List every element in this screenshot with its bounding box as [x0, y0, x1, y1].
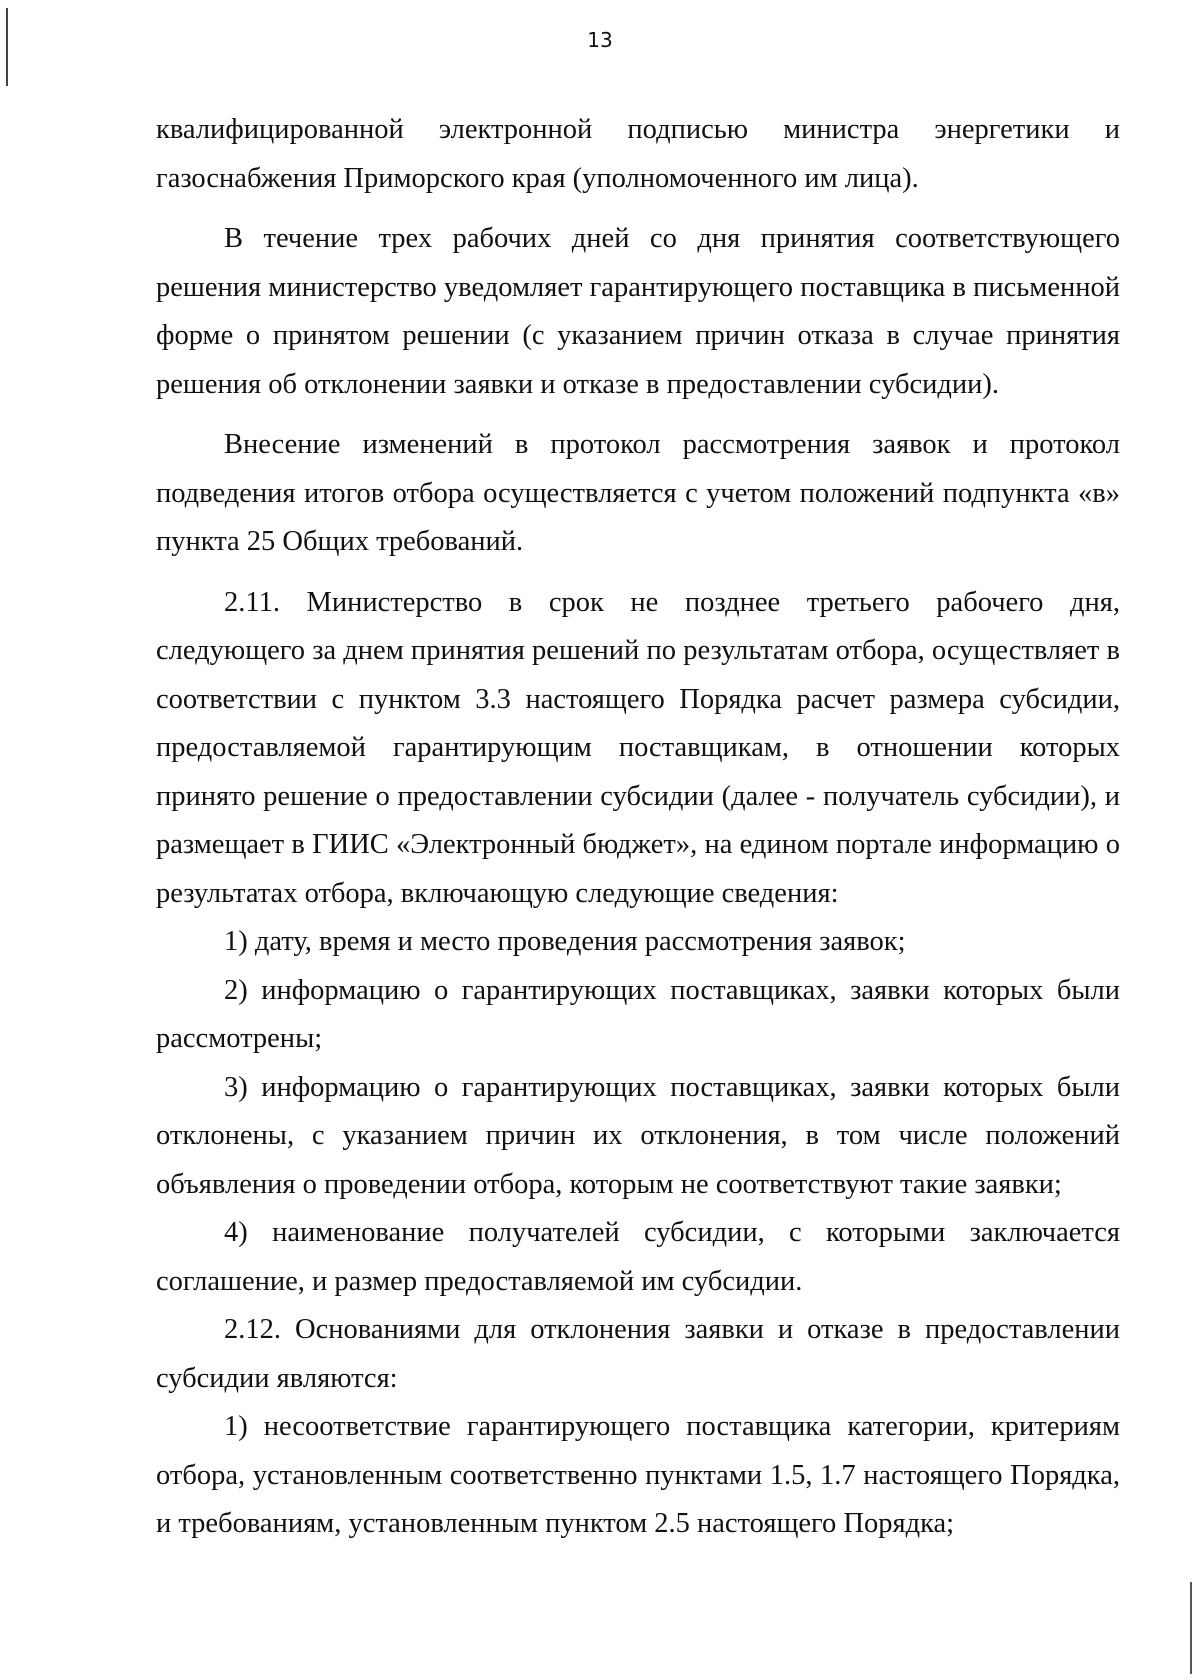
word: квалифицированной: [156, 114, 404, 145]
page-number: 13: [587, 28, 613, 52]
word: электронной: [438, 114, 593, 145]
document-body: [156, 106, 1120, 1549]
list-item-2-11-3: 3) информацию о гарантирующих поставщиках, заявки которых были отклонены, с указанием причин их отклонения, в том числе положений объявления о проведении отбора, которым не соответствуют такие заявки;: [156, 1071, 1120, 1200]
list-item-2-11-1: 1) дату, время и место проведения рассмотрения заявок;: [224, 926, 906, 957]
word: энергетики: [934, 114, 1070, 145]
paragraph-notification: В течение трех рабочих дней со дня принятия соответствующего решения министерство уведомляет гарантирующего поставщика в письменной форме о принятом решении (с указанием причин отказа в случае принятия решения об отклонении заявки и отказе в предоставлении субсидии).: [156, 223, 1120, 400]
paragraph-protocol-changes: Внесение изменений в протокол рассмотрения заявок и протокол подведения итогов отбора осуществляется с учетом положений подпункта «в» пункта 25 Общих требований.: [156, 429, 1120, 557]
list-item-2-11-2: 2) информацию о гарантирующих поставщиках, заявки которых были рассмотрены;: [156, 974, 1120, 1054]
list-item-2-11-4: 4) наименование получателей субсидии, с которыми заключается соглашение, и размер предоставляемой им субсидии.: [156, 1217, 1120, 1297]
continuation-line: [156, 106, 1120, 155]
paragraph-2-12: 2.12. Основаниями для отклонения заявки и отказе в предоставлении субсидии являются:: [156, 1314, 1120, 1394]
paragraph-continuation: газоснабжения Приморского края (уполномоченного им лица).: [156, 162, 919, 194]
word: и: [1104, 114, 1120, 145]
word: подписью: [627, 114, 749, 145]
scan-edge-mark-right: [1190, 1582, 1192, 1674]
list-item-2-12-1: 1) несоответствие гарантирующего поставщика категории, критериям отбора, установленным соответственно пунктами 1.5, 1.7 настоящего Порядка, и требованиям, установленным пунктом 2.5 настоящего Порядка;: [156, 1411, 1120, 1539]
paragraph-2-11: 2.11. Министерство в срок не позднее третьего рабочего дня, следующего за днем принятия решений по результатам отбора, осуществляет в соответствии с пунктом 3.3 настоящего Порядка расчет размера субсидии, предоставляемой гарантирующим поставщикам, в отношении которых принято решение о предоставлении субсидии (далее - получатель субсидии), и размещает в ГИИС «Электронный бюджет», на едином портале информацию о результатах отбора, включающую следующие сведения:: [156, 586, 1120, 909]
word: министра: [783, 114, 900, 145]
